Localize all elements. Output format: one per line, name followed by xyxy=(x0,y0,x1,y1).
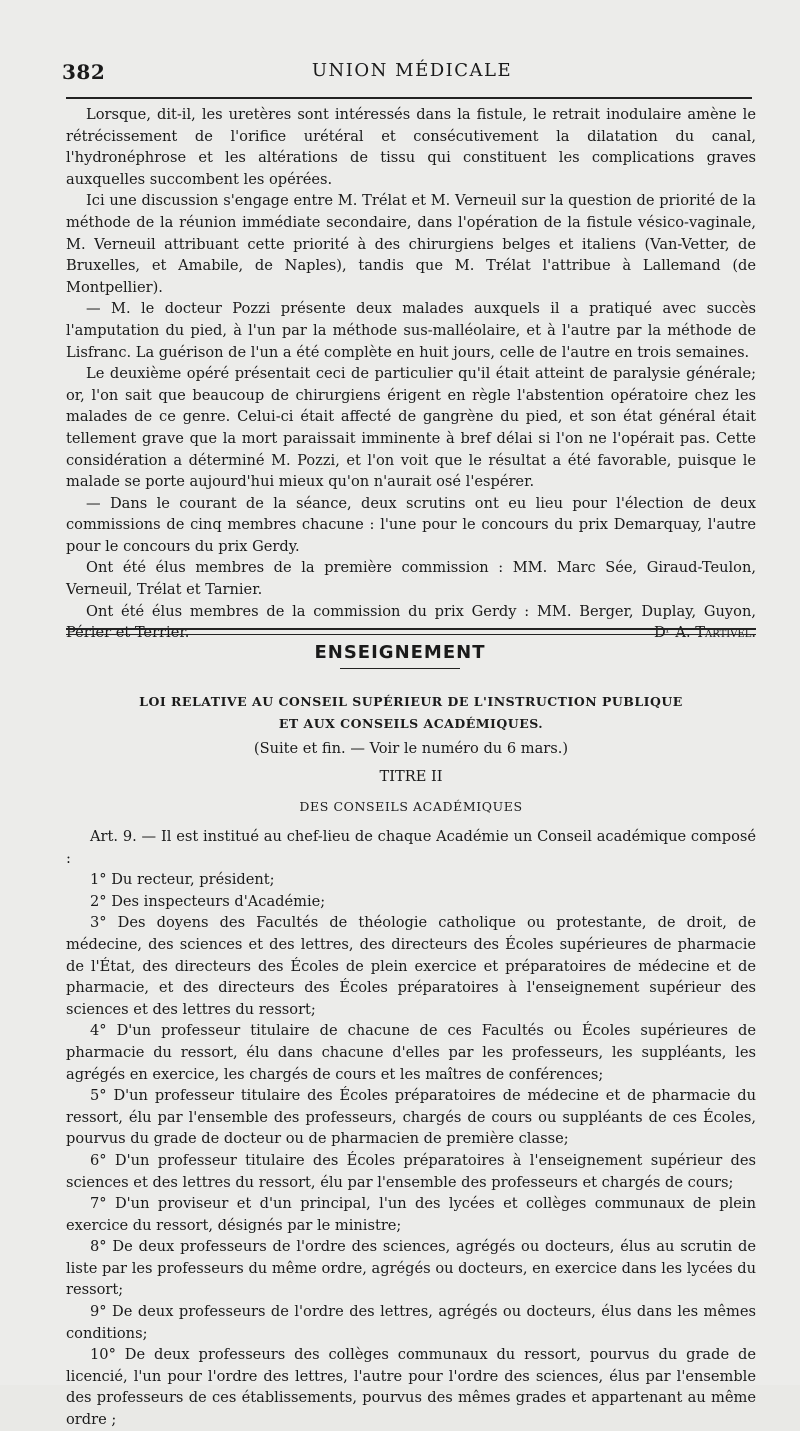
header-rule xyxy=(66,97,752,99)
paragraph-pozzi-amputation: — M. le docteur Pozzi présente deux malades auxquels il a pratiqué avec succès l'amputation du pied, à l'un par la méthode sus-malléolaire, et à l'autre par la méthode de Lisfranc. La guérison de l'un a été complète en huit jours, celle de l'autre en trois semaines. xyxy=(66,300,756,361)
section-title: ENSEIGNEMENT xyxy=(314,642,486,663)
signature-name: Tartivel. xyxy=(695,624,756,642)
list-item: 1° Du recteur, président; xyxy=(90,871,275,889)
paragraph-gerdy-commission: Ont été élus membres de la commission du prix Gerdy : MM. Berger, Duplay, Guyon, Périer et Terrier. xyxy=(66,602,756,642)
paragraph-priority-discussion: Ici une discussion s'engage entre M. Trélat et M. Verneuil sur la question de priorité de la méthode de la réunion immédiate secondaire, dans l'opération de la fistule vésico-vaginale, M. Verneuil attribuant cette priorité à des chirurgiens belges et italiens (Van-Vetter, de Bruxelles, et Amabile, de Naples), tandis que M. Trélat l'attribue à Lallemand (de Montpellier). xyxy=(66,192,756,296)
article-9-intro: Art. 9. — Il est institué au chef-lieu de chaque Académie un Conseil académique composé : xyxy=(66,828,756,867)
law-title-line-1: LOI RELATIVE AU CONSEIL SUPÉRIEUR DE L'INSTRUCTION PUBLIQUE xyxy=(139,694,683,709)
list-item: 7° D'un proviseur et d'un principal, l'un des lycées et collèges communaux de plein exercice du ressort, désignés par le ministre; xyxy=(66,1195,756,1234)
titre-heading: TITRE II xyxy=(379,768,443,785)
list-item: 3° Des doyens des Facultés de théologie catholique ou protestante, de droit, de médecine, des sciences et des lettres, des directeurs des Écoles supérieures de pharmacie de l'État, des directeurs des Écoles de plein exercice et préparatoires de médecine et de pharmacie, et des directeurs des Écoles préparatoires à l'enseignement supérieur des sciences et des lettres du ressort; xyxy=(66,914,756,1018)
law-title-line-2: ET AUX CONSEILS ACADÉMIQUES. xyxy=(278,716,544,731)
section-title-underline xyxy=(340,668,460,669)
signature-prefix: Dʳ A. xyxy=(654,624,696,642)
law-article-block xyxy=(66,826,756,1431)
continuation-note: (Suite et fin. — Voir le numéro du 6 mars.) xyxy=(253,740,569,757)
list-item: 8° De deux professeurs de l'ordre des sciences, agrégés ou docteurs, élus au scrutin de liste par les professeurs du même ordre, agrégés ou docteurs, en exercice dans les lycées du ressort; xyxy=(66,1238,756,1299)
page-number: 382 xyxy=(62,60,106,84)
list-item: 6° D'un professeur titulaire des Écoles préparatoires à l'enseignement supérieur des sciences et des lettres du ressort, élu par l'ensemble des professeurs et chargés de cours; xyxy=(66,1151,756,1191)
list-item: 9° De deux professeurs de l'ordre des lettres, agrégés ou docteurs, élus dans les mêmes conditions; xyxy=(66,1303,756,1342)
paragraph-elections: — Dans le courant de la séance, deux scrutins ont eu lieu pour l'élection de deux commissions de cinq membres chacune : l'une pour le concours du prix Demarquay, l'autre pour le concours du prix Gerdy. xyxy=(66,494,756,555)
section-divider xyxy=(66,628,756,635)
list-item: 10° De deux professeurs des collèges communaux du ressort, pourvus du grade de licencié, l'un pour l'ordre des lettres, l'autre pour l'ordre des sciences, élus par l'ensemble des professeurs de ces établissements, pourvus des mêmes grades et appartenant au même ordre ; xyxy=(66,1346,756,1429)
report-text-block xyxy=(66,104,756,644)
paragraph-first-commission: Ont été élus membres de la première commission : MM. Marc Sée, Giraud-Teulon, Verneuil, Trélat et Tarnier. xyxy=(66,559,756,599)
paragraph-uretere: Lorsque, dit-il, les uretères sont intéressés dans la fistule, le retrait inodulaire amène le rétrécissement de l'orifice urétéral et consécutivement la dilatation du canal, l'hydronéphrose et les altérations de tissu qui constituent les complications graves auxquelles succombent les opérées. xyxy=(66,106,756,188)
page-header xyxy=(62,58,762,88)
list-item: 4° D'un professeur titulaire de chacune de ces Facultés ou Écoles supérieures de pharmacie du ressort, élu dans chacune d'elles par les professeurs, les suppléants, les agrégés en exercice, les chargés de cours et les maîtres de conférences; xyxy=(66,1022,756,1083)
running-title: UNION MÉDICALE xyxy=(311,60,513,81)
list-item: 2° Des inspecteurs d'Académie; xyxy=(90,892,326,910)
paragraph-second-patient: Le deuxième opéré présentait ceci de particulier qu'il était atteint de paralysie générale; or, l'on sait que beaucoup de chirurgiens érigent en règle l'abstention opératoire chez les malades de ce genre. Celui-ci était affecté de gangrène du pied, et son état général était tellement grave que la mort paraissait imminente à bref délai si l'on ne l'opérait pas. Cette considération a déterminé M. Pozzi, et l'on voit que le résultat a été favorable, puisque le malade se porte aujourd'hui mieux qu'on n'aurait osé l'espérer. xyxy=(66,365,756,491)
titre-subtitle: DES CONSEILS ACADÉMIQUES xyxy=(299,799,523,814)
list-item: 5° D'un professeur titulaire des Écoles préparatoires de médecine et de pharmacie du ressort, élu par l'ensemble des professeurs, chargés de cours ou suppléants de ces Écoles, pourvus du grade de docteur ou de pharmacien de première classe; xyxy=(66,1087,756,1148)
